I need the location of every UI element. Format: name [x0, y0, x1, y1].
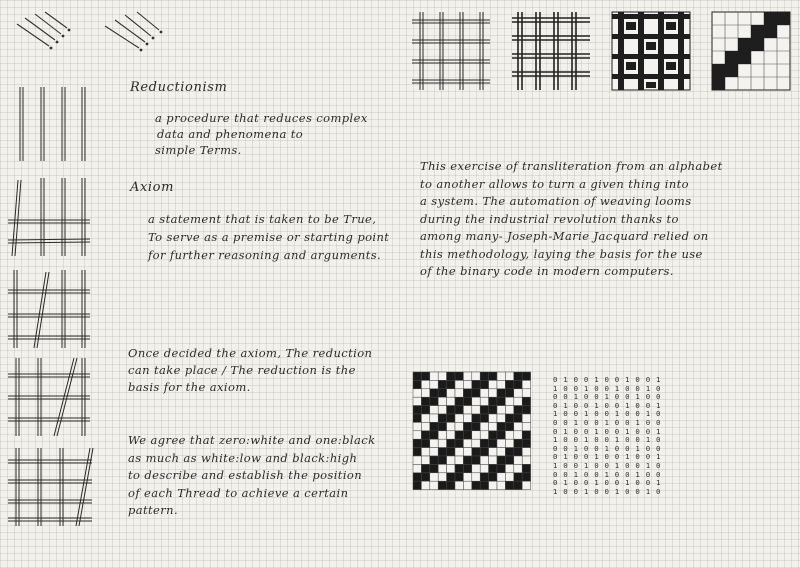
twill-cell	[413, 414, 421, 422]
twill-cell	[489, 414, 497, 422]
twill-cell	[413, 431, 421, 439]
twill-cell	[463, 439, 471, 447]
twill-cell	[514, 372, 522, 380]
twill-cell	[413, 397, 421, 405]
twill-cell	[472, 389, 480, 397]
twill-cell	[447, 389, 455, 397]
twill-cell	[438, 372, 446, 380]
twill-cell	[455, 431, 463, 439]
twill-cell	[505, 389, 513, 397]
twill-cell	[421, 439, 429, 447]
axiom-definition	[148, 210, 389, 264]
transliteration-paragraph	[420, 158, 723, 281]
twill-cell	[438, 406, 446, 414]
twill-cell	[505, 406, 513, 414]
twill-cell	[447, 481, 455, 489]
twill-cell	[430, 389, 438, 397]
twill-cell	[505, 448, 513, 456]
twill-cell	[430, 473, 438, 481]
twill-cell	[463, 389, 471, 397]
twill-cell	[455, 439, 463, 447]
weave-step-4-sketch	[6, 446, 98, 532]
twill-cell	[497, 456, 505, 464]
twill-cell	[480, 464, 488, 472]
binary-row: 0 0 1 0 0 1 0 0 1 0 0	[553, 417, 662, 427]
paragraph-line: as much as white:low and black:high	[128, 450, 358, 465]
twill-cell	[522, 380, 530, 388]
diagonal-block-pattern	[712, 12, 792, 92]
twill-cell	[413, 456, 421, 464]
twill-cell	[438, 414, 446, 422]
twill-cell	[430, 448, 438, 456]
twill-cell	[522, 389, 530, 397]
twill-cell	[489, 372, 497, 380]
binary-agreement-paragraph	[128, 432, 375, 520]
twill-cell	[430, 372, 438, 380]
twill-cell	[522, 439, 530, 447]
paragraph-line: This exercise of transliteration from an alphabet	[420, 159, 723, 173]
twill-cell	[472, 481, 480, 489]
twill-cell	[438, 431, 446, 439]
twill-cell	[480, 439, 488, 447]
twill-cell	[430, 464, 438, 472]
twill-cell	[447, 431, 455, 439]
twill-cell	[472, 422, 480, 430]
twill-cell	[413, 464, 421, 472]
twill-cell	[480, 431, 488, 439]
twill-cell	[514, 380, 522, 388]
twill-cell	[489, 481, 497, 489]
reductionism-line: a procedure that reduces complex	[155, 111, 368, 125]
twill-cell	[497, 422, 505, 430]
twill-cell	[497, 372, 505, 380]
paragraph-line: We agree that zero:white and one:black	[128, 433, 376, 447]
twill-cell	[505, 481, 513, 489]
twill-cell	[438, 380, 446, 388]
axiom-line: for further reasoning and arguments.	[148, 248, 382, 262]
twill-cell	[497, 448, 505, 456]
twill-cell	[514, 431, 522, 439]
twill-cell	[455, 464, 463, 472]
twill-cell	[522, 431, 530, 439]
axiom-line: a statement that is taken to be True,	[148, 212, 377, 226]
twill-cell	[480, 422, 488, 430]
twill-cell	[514, 397, 522, 405]
twill-cell	[480, 406, 488, 414]
twill-cell	[421, 372, 429, 380]
twill-cell	[447, 406, 455, 414]
twill-cell	[505, 439, 513, 447]
twill-cell	[463, 473, 471, 481]
twill-cell	[522, 456, 530, 464]
twill-cell	[447, 414, 455, 422]
twill-cell	[489, 422, 497, 430]
twill-cell	[505, 422, 513, 430]
twill-cell	[421, 448, 429, 456]
twill-cell	[455, 473, 463, 481]
twill-cell	[430, 414, 438, 422]
twill-cell	[472, 372, 480, 380]
twill-cell	[497, 431, 505, 439]
axiom-title: Axiom	[130, 180, 175, 195]
paragraph-line: of the binary code in modern computers.	[420, 264, 674, 278]
weave-step-1-sketch	[6, 176, 92, 262]
twill-cell	[463, 397, 471, 405]
twill-cell	[480, 448, 488, 456]
twill-cell	[505, 414, 513, 422]
twill-cell	[438, 473, 446, 481]
axiom-line: To serve as a premise or starting point	[148, 230, 390, 244]
twill-cell	[463, 456, 471, 464]
twill-cell	[421, 456, 429, 464]
twill-cell	[430, 406, 438, 414]
twill-cell	[447, 439, 455, 447]
twill-cell	[421, 481, 429, 489]
twill-cell	[505, 456, 513, 464]
paragraph-line: pattern.	[128, 503, 179, 517]
twill-cell	[463, 464, 471, 472]
twill-cell	[455, 372, 463, 380]
twill-cell	[522, 481, 530, 489]
twill-cell	[522, 406, 530, 414]
twill-cell	[413, 473, 421, 481]
twill-cell	[472, 431, 480, 439]
twill-cell	[447, 473, 455, 481]
twill-cell	[522, 397, 530, 405]
twill-cell	[472, 397, 480, 405]
twill-cell	[438, 389, 446, 397]
twill-cell	[421, 473, 429, 481]
twill-cell	[497, 389, 505, 397]
twill-cell	[472, 456, 480, 464]
twill-cell	[430, 481, 438, 489]
twill-cell	[421, 464, 429, 472]
binary-code-matrix	[553, 376, 661, 496]
twill-cell	[522, 464, 530, 472]
twill-cell	[480, 473, 488, 481]
twill-cell	[514, 481, 522, 489]
reductionism-title: Reductionism	[130, 80, 228, 95]
binary-row: 1 0 0 1 0 0 1 0 0 1 0	[553, 486, 662, 496]
twill-cell	[430, 422, 438, 430]
twill-cell	[455, 389, 463, 397]
twill-cell	[463, 406, 471, 414]
thread-bundle-sketch-1	[15, 12, 85, 62]
weave-step-3-sketch	[6, 356, 92, 442]
binary-row: 0 0 1 0 0 1 0 0 1 0 0	[553, 443, 662, 453]
twill-cell	[430, 439, 438, 447]
thread-bundle-sketch-2	[103, 12, 173, 62]
twill-cell	[447, 448, 455, 456]
dense-grid-sketch	[510, 10, 592, 92]
paragraph-line: to another allows to turn a given thing into	[420, 176, 689, 191]
twill-cell	[430, 431, 438, 439]
twill-pattern-grid	[413, 372, 533, 492]
twill-cell	[514, 439, 522, 447]
twill-cell	[463, 481, 471, 489]
twill-cell	[489, 448, 497, 456]
twill-cell	[497, 406, 505, 414]
twill-cell	[455, 456, 463, 464]
binary-row: 0 1 0 0 1 0 0 1 0 0 1	[553, 452, 662, 462]
twill-cell	[472, 380, 480, 388]
twill-cell	[522, 448, 530, 456]
twill-cell	[489, 389, 497, 397]
twill-cell	[413, 372, 421, 380]
binary-row: 1 0 0 1 0 0 1 0 0 1 0	[553, 409, 662, 419]
binary-row: 0 1 0 0 1 0 0 1 0 0 1	[553, 478, 662, 488]
paragraph-line: can take place / The reduction is the	[128, 363, 356, 377]
twill-cell	[497, 439, 505, 447]
twill-cell	[413, 406, 421, 414]
paragraph-line: a system. The automation of weaving looms	[420, 194, 692, 208]
twill-cell	[489, 439, 497, 447]
reductionism-line: data and phenomena to	[157, 127, 304, 141]
twill-cell	[514, 389, 522, 397]
twill-cell	[413, 422, 421, 430]
twill-cell	[421, 431, 429, 439]
twill-cell	[472, 473, 480, 481]
twill-cell	[514, 406, 522, 414]
binary-row: 1 0 0 1 0 0 1 0 0 1 0	[553, 435, 662, 445]
twill-cell	[455, 481, 463, 489]
twill-cell	[497, 380, 505, 388]
twill-cell	[421, 406, 429, 414]
twill-cell	[421, 397, 429, 405]
twill-cell	[413, 380, 421, 388]
twill-cell	[455, 448, 463, 456]
twill-cell	[472, 406, 480, 414]
twill-cell	[463, 372, 471, 380]
twill-cell	[514, 464, 522, 472]
twill-cell	[455, 397, 463, 405]
reductionism-line: simple Terms.	[155, 143, 242, 157]
axiom-reduction-paragraph	[128, 345, 372, 396]
twill-cell	[480, 481, 488, 489]
twill-cell	[463, 414, 471, 422]
twill-cell	[421, 414, 429, 422]
twill-cell	[463, 380, 471, 388]
twill-cell	[489, 464, 497, 472]
twill-cell	[430, 397, 438, 405]
twill-cell	[505, 397, 513, 405]
twill-cell	[438, 456, 446, 464]
twill-cell	[438, 464, 446, 472]
paragraph-line: among many- Joseph-Marie Jacquard relied on	[420, 229, 709, 243]
twill-cell	[489, 431, 497, 439]
twill-cell	[463, 422, 471, 430]
paragraph-line: of each Thread to achieve a certain	[128, 485, 349, 500]
twill-cell	[455, 422, 463, 430]
twill-cell	[505, 431, 513, 439]
twill-cell	[489, 380, 497, 388]
twill-cell	[480, 380, 488, 388]
twill-cell	[455, 406, 463, 414]
binary-row: 1 0 0 1 0 0 1 0 0 1 0	[553, 383, 662, 393]
twill-cell	[438, 439, 446, 447]
twill-cell	[489, 397, 497, 405]
twill-cell	[421, 422, 429, 430]
twill-cell	[480, 389, 488, 397]
warp-threads-sketch	[10, 85, 90, 165]
twill-cell	[505, 473, 513, 481]
paragraph-line: during the industrial revolution thanks to	[420, 211, 679, 226]
twill-cell	[438, 397, 446, 405]
twill-cell	[430, 380, 438, 388]
twill-cell	[447, 380, 455, 388]
twill-cell	[497, 473, 505, 481]
binary-row: 0 1 0 0 1 0 0 1 0 0 1	[553, 400, 662, 410]
twill-cell	[489, 406, 497, 414]
twill-cell	[514, 414, 522, 422]
twill-cell	[438, 422, 446, 430]
twill-cell	[447, 422, 455, 430]
binary-row: 0 0 1 0 0 1 0 0 1 0 0	[553, 469, 662, 479]
binary-row: 1 0 0 1 0 0 1 0 0 1 0	[553, 460, 662, 470]
twill-cell	[497, 397, 505, 405]
twill-cell	[514, 422, 522, 430]
twill-cell	[480, 397, 488, 405]
twill-cell	[472, 448, 480, 456]
paragraph-line: Once decided the axiom, The reduction	[128, 346, 373, 360]
paragraph-line: to describe and establish the position	[128, 468, 363, 482]
twill-cell	[447, 372, 455, 380]
twill-cell	[505, 372, 513, 380]
twill-cell	[447, 464, 455, 472]
twill-cell	[438, 448, 446, 456]
twill-cell	[472, 439, 480, 447]
twill-cell	[514, 456, 522, 464]
plain-weave-pattern	[612, 12, 692, 92]
twill-cell	[505, 380, 513, 388]
twill-cell	[514, 448, 522, 456]
twill-cell	[463, 431, 471, 439]
twill-cell	[522, 372, 530, 380]
twill-cell	[497, 414, 505, 422]
twill-cell	[497, 481, 505, 489]
twill-cell	[413, 448, 421, 456]
twill-cell	[514, 473, 522, 481]
twill-cell	[430, 456, 438, 464]
weave-step-2-sketch	[6, 268, 92, 354]
twill-cell	[472, 464, 480, 472]
twill-cell	[421, 380, 429, 388]
loose-grid-sketch	[410, 10, 492, 92]
twill-cell	[480, 372, 488, 380]
twill-cell	[413, 481, 421, 489]
twill-cell	[522, 473, 530, 481]
twill-cell	[455, 380, 463, 388]
twill-cell	[447, 397, 455, 405]
twill-cell	[480, 414, 488, 422]
twill-cell	[413, 389, 421, 397]
reductionism-definition	[155, 110, 368, 158]
binary-row: 0 1 0 0 1 0 0 1 0 0 1	[553, 426, 662, 436]
twill-cell	[421, 389, 429, 397]
twill-cell	[480, 456, 488, 464]
twill-cell	[472, 414, 480, 422]
twill-cell	[489, 456, 497, 464]
twill-cell	[438, 481, 446, 489]
twill-cell	[505, 464, 513, 472]
twill-cell	[447, 456, 455, 464]
twill-cell	[497, 464, 505, 472]
twill-cell	[413, 439, 421, 447]
twill-cell	[522, 414, 530, 422]
twill-cell	[489, 473, 497, 481]
twill-cell	[455, 414, 463, 422]
binary-row: 0 0 1 0 0 1 0 0 1 0 0	[553, 392, 662, 402]
twill-cell	[463, 448, 471, 456]
paragraph-line: this methodology, laying the basis for the use	[420, 246, 703, 261]
binary-row: 0 1 0 0 1 0 0 1 0 0 1	[553, 375, 662, 384]
twill-cell	[522, 422, 530, 430]
paragraph-line: basis for the axiom.	[128, 380, 251, 394]
